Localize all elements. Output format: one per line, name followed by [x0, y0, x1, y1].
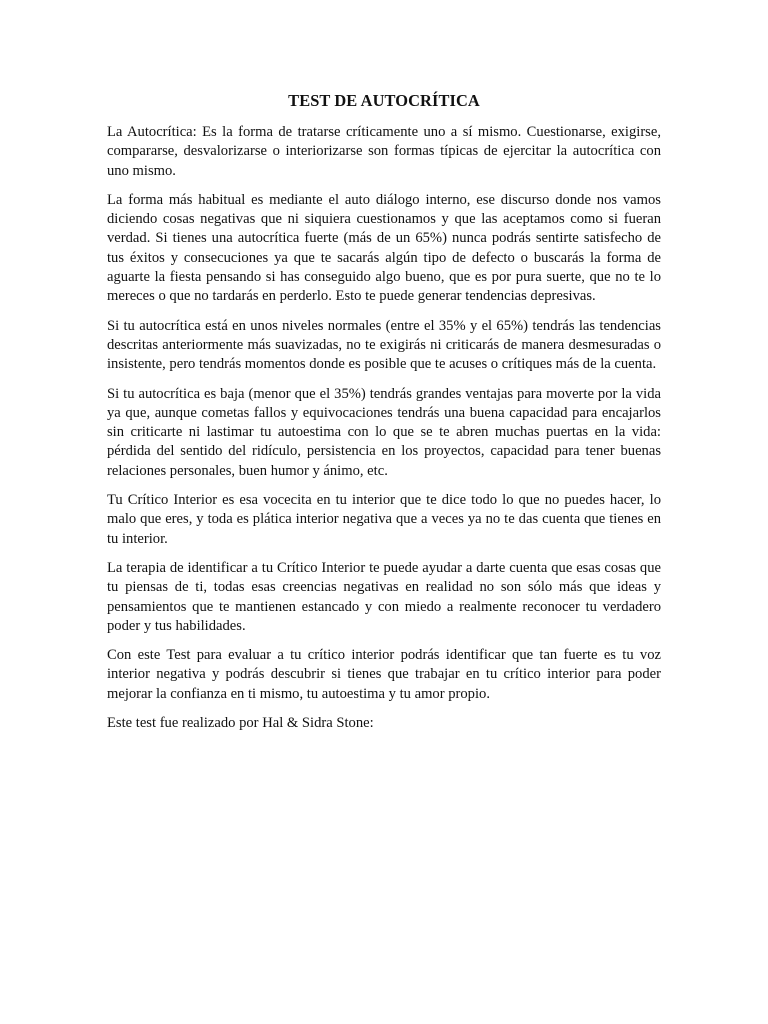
paragraph-test-purpose: Con este Test para evaluar a tu crítico interior podrás identificar que tan fuerte es tu voz interior negativa y podrás descubrir si tienes que trabajar en tu crítico interior para poder mejorar la confianza en ti mismo, tu autoestima y tu amor propio.	[107, 647, 661, 702]
document-title: TEST DE AUTOCRÍTICA	[288, 91, 480, 110]
paragraph-high-self-criticism: La forma más habitual es mediante el auto diálogo interno, ese discurso donde nos vamos diciendo cosas negativas que ni siquiera cuestionamos y que las aceptamos como si fueran verdad. Si tienes una autocrítica fuerte (más de un 65%) nunca podrás sentirte satisfecho de tus éxitos y consecuciones ya que te sacarás algún tipo de defecto o buscarás la forma de aguarte la fiesta pensando si has conseguido algo bueno, que es por pura suerte, que no te lo mereces o que no tardarás en perderlo. Esto te puede generar tendencias depresivas.	[107, 191, 661, 305]
paragraph-inner-critic: Tu Crítico Interior es esa vocecita en tu interior que te dice todo lo que no puedes hacer, lo malo que eres, y toda es plática interior negativa que a veces ya no te das cuenta que tienes en tu interior.	[107, 492, 661, 547]
paragraph-therapy: La terapia de identificar a tu Crítico Interior te puede ayudar a darte cuenta que esas cosas que tu piensas de ti, todas esas creencias negativas en realidad no son sólo más que ideas y pensamientos que te mantienen estancado y con miedo a realmente reconocer tu verdadero poder y tus habilidades.	[107, 559, 661, 634]
paragraph-normal-self-criticism: Si tu autocrítica está en unos niveles normales (entre el 35% y el 65%) tendrás las tendencias descritas anteriormente más suavizadas, no te exigirás ni criticarás de manera desmesuradas o insistente, pero tendrás momentos donde es posible que te acuses o crítiques más de la cuenta.	[107, 317, 661, 373]
document-body	[107, 91, 661, 743]
paragraph-authors: Este test fue realizado por Hal & Sidra Stone:	[107, 715, 374, 732]
paragraph-low-self-criticism: Si tu autocrítica es baja (menor que el 35%) tendrás grandes ventajas para moverte por la vida ya que, aunque cometas fallos y equivocaciones tendrás una buena capacidad para encajarlos sin criticarte ni lastimar tu autoestima con lo que se te abren muchas puertas en la vida: pérdida del sentido del ridículo, persistencia en los proyectos, capacidad para tener buenas relaciones personales, buen humor y ánimo, etc.	[107, 385, 661, 479]
paragraph-definition: La Autocrítica: Es la forma de tratarse críticamente uno a sí mismo. Cuestionarse, exigirse, compararse, desvalorizarse o interiorizarse son formas típicas de ejercitar la autocrítica con uno mismo.	[107, 124, 661, 179]
